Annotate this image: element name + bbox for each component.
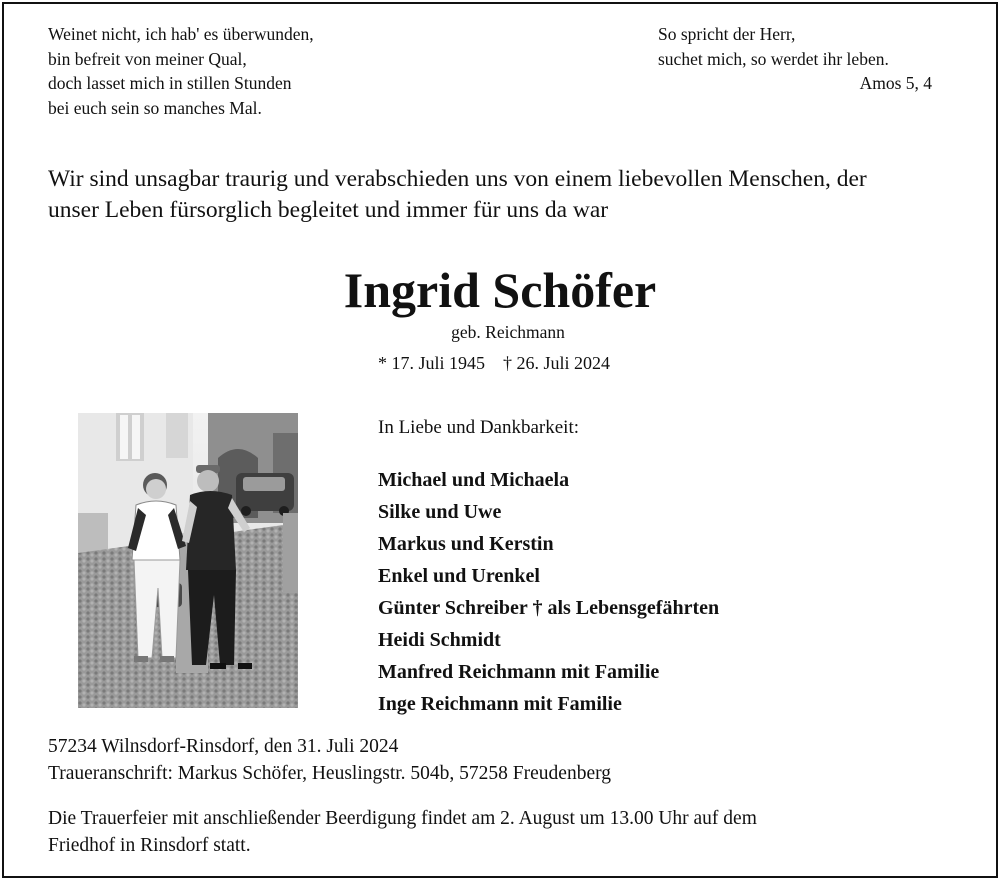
verse-line: suchet mich, so werdet ihr leben. xyxy=(658,48,889,69)
funeral-line: Friedhof in Rinsdorf statt. xyxy=(48,835,251,856)
mourner-name: Heidi Schmidt xyxy=(378,629,501,651)
place-date: 57234 Wilnsdorf-Rinsdorf, den 31. Juli 2024 xyxy=(48,736,399,757)
intro-text xyxy=(48,164,968,226)
funeral-info xyxy=(48,805,757,859)
birth-date: * 17. Juli 1945 xyxy=(378,353,486,373)
mourner-name: Silke und Uwe xyxy=(378,501,502,523)
death-date: † 26. Juli 2024 xyxy=(503,353,611,373)
place-and-address xyxy=(48,733,611,787)
memorial-photo xyxy=(78,413,298,708)
mourning-address: Traueranschrift: Markus Schöfer, Heuslingstr. 504b, 57258 Freudenberg xyxy=(48,763,612,784)
mourner-name: Enkel und Urenkel xyxy=(378,565,540,587)
life-dates xyxy=(378,353,610,374)
poem-line: bei euch sein so manches Mal. xyxy=(48,97,262,118)
mourner-name: Markus und Kerstin xyxy=(378,533,554,555)
poem-line: doch lasset mich in stillen Stunden xyxy=(48,73,292,93)
mourners-heading: In Liebe und Dankbarkeit: xyxy=(378,417,580,438)
intro-line: unser Leben fürsorglich begleitet und immer für uns da war xyxy=(48,197,609,223)
funeral-line: Die Trauerfeier mit anschließender Beerdigung findet am 2. August um 13.00 Uhr auf dem xyxy=(48,808,757,829)
maiden-name: geb. Reichmann xyxy=(451,322,565,342)
deceased-name: Ingrid Schöfer xyxy=(343,262,657,318)
verse-reference: Amos 5, 4 xyxy=(859,73,932,93)
bible-verse xyxy=(658,22,932,96)
mourner-name: Manfred Reichmann mit Familie xyxy=(378,661,660,683)
verse-line: So spricht der Herr, xyxy=(658,24,796,44)
mourner-name: Günter Schreiber † als Lebensgefährten xyxy=(378,597,720,619)
intro-line: Wir sind unsagbar traurig und verabschieden uns von einem liebevollen Menschen, der xyxy=(48,166,867,192)
mourners-list xyxy=(378,464,719,720)
mourner-name: Inge Reichmann mit Familie xyxy=(378,693,622,715)
poem-line: Weinet nicht, ich hab' es überwunden, xyxy=(48,24,314,44)
mourner-name: Michael und Michaela xyxy=(378,469,570,491)
poem xyxy=(48,22,314,120)
poem-line: bin befreit von meiner Qual, xyxy=(48,48,247,69)
